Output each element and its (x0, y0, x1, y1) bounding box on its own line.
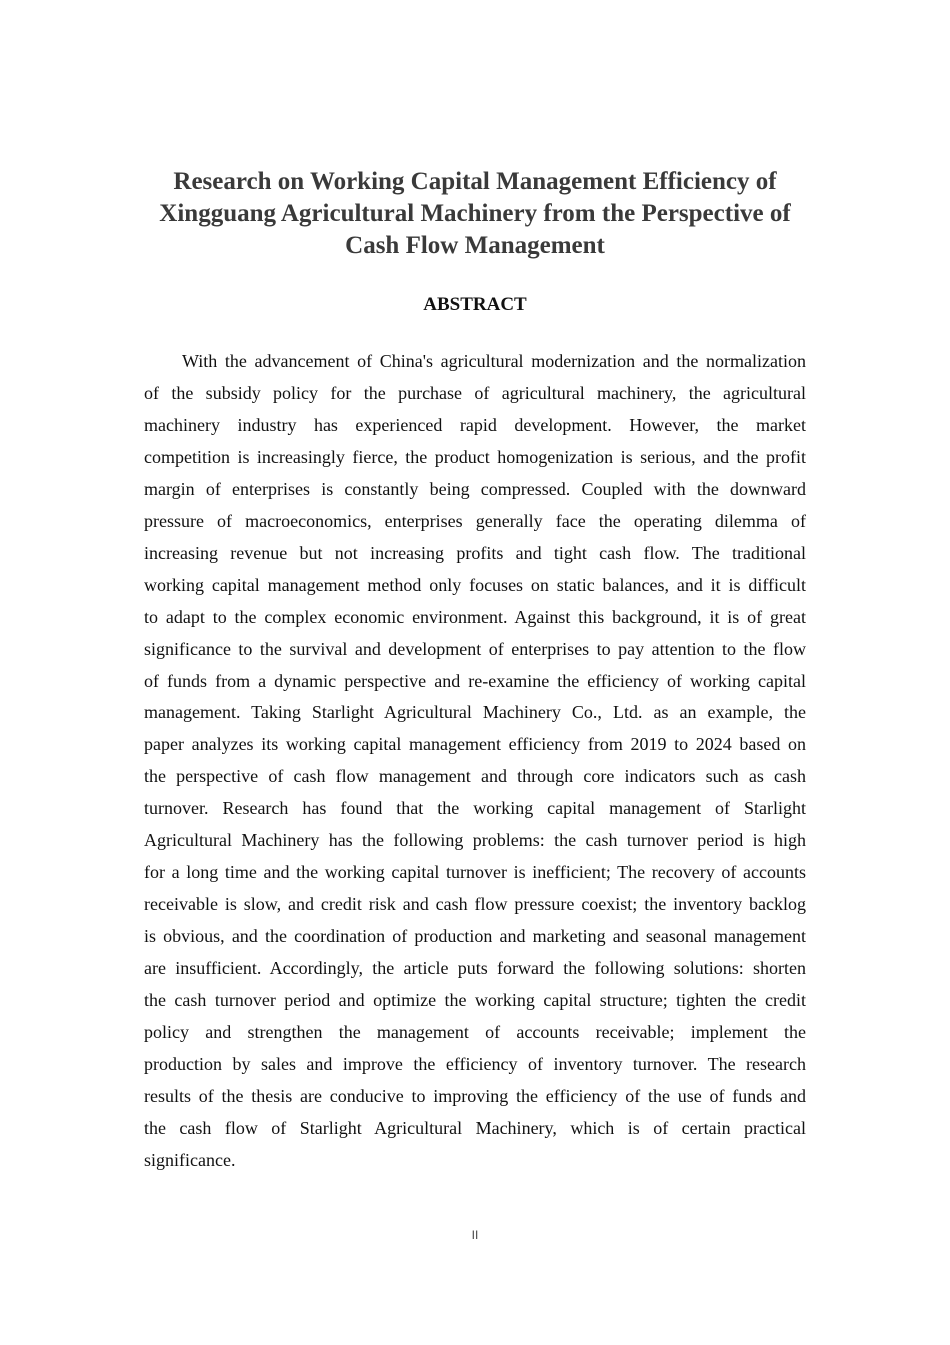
abstract-line: pressure of macroeconomics, enterprises generally face the operating dilemma of (144, 510, 806, 531)
abstract-line: significance to the survival and development of enterprises to pay attention to the flow (144, 638, 806, 659)
abstract-line: of the subsidy policy for the purchase of agricultural machinery, the agricultural (144, 382, 806, 403)
abstract-line: the cash flow of Starlight Agricultural Machinery, which is of certain practical (144, 1117, 806, 1138)
abstract-line: competition is increasingly fierce, the product homogenization is serious, and the profit (144, 446, 806, 467)
abstract-line: machinery industry has experienced rapid development. However, the market (144, 414, 806, 435)
abstract-line: increasing revenue but not increasing profits and tight cash flow. The traditional (144, 542, 806, 563)
title-line: Cash Flow Management (345, 232, 605, 259)
abstract-line: paper analyzes its working capital management efficiency from 2019 to 2024 based on (144, 734, 806, 755)
abstract-line: results of the thesis are conducive to improving the efficiency of the use of funds and (144, 1085, 806, 1106)
abstract-line: policy and strengthen the management of accounts receivable; implement the (144, 1022, 806, 1043)
document-title (140, 166, 810, 262)
abstract-body (144, 346, 806, 1177)
abstract-line: receivable is slow, and credit risk and cash flow pressure coexist; the inventory backlog (144, 894, 806, 915)
title-line: Research on Working Capital Management Efficiency of (173, 168, 777, 195)
abstract-line: production by sales and improve the efficiency of inventory turnover. The research (144, 1053, 806, 1074)
abstract-line: for a long time and the working capital turnover is inefficient; The recovery of accounts (144, 862, 806, 883)
abstract-line: Agricultural Machinery has the following problems: the cash turnover period is high (144, 830, 806, 851)
abstract-line: margin of enterprises is constantly being compressed. Coupled with the downward (144, 478, 806, 499)
title-line: Xingguang Agricultural Machinery from the Perspective of (159, 200, 791, 227)
abstract-line: is obvious, and the coordination of production and marketing and seasonal management (144, 926, 806, 947)
abstract-line: With the advancement of China's agricultural modernization and the normalization (182, 351, 806, 371)
abstract-heading: ABSTRACT (423, 294, 527, 315)
abstract-line: significance. (144, 1149, 236, 1170)
abstract-line: to adapt to the complex economic environment. Against this background, it is of great (144, 606, 806, 627)
page-number: II (471, 1228, 479, 1242)
abstract-line: the perspective of cash flow management and through core indicators such as cash (144, 766, 806, 787)
abstract-line: management. Taking Starlight Agricultural Machinery Co., Ltd. as an example, the (144, 702, 806, 723)
abstract-line: turnover. Research has found that the working capital management of Starlight (144, 798, 806, 819)
abstract-line: of funds from a dynamic perspective and re-examine the efficiency of working capital (144, 670, 806, 691)
abstract-line: the cash turnover period and optimize the working capital structure; tighten the credit (144, 990, 806, 1011)
abstract-line: are insufficient. Accordingly, the article puts forward the following solutions: shorten (144, 958, 806, 979)
abstract-line: working capital management method only focuses on static balances, and it is difficult (144, 574, 806, 595)
